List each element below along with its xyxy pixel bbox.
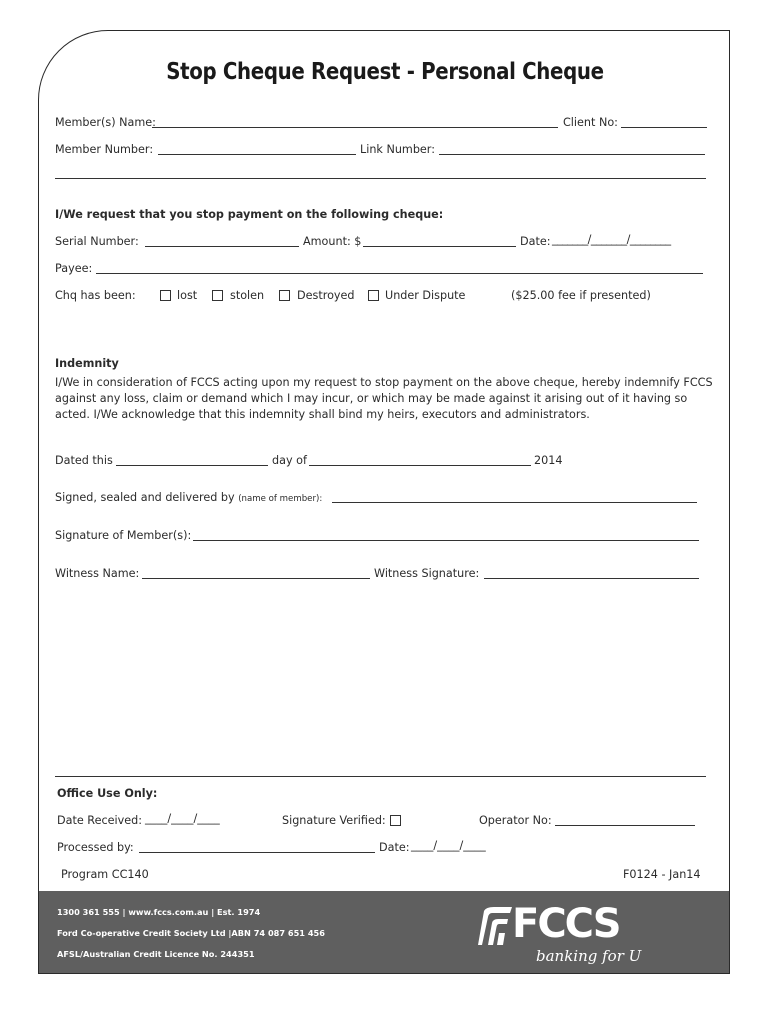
date-received-field[interactable]: ____/____/____ — [145, 812, 220, 825]
destroyed-label: Destroyed — [297, 289, 355, 302]
operator-no-label: Operator No: — [479, 814, 552, 827]
members-name-field[interactable] — [152, 127, 558, 128]
members-name-label: Member(s) Name: — [55, 116, 156, 129]
footer-contact: 1300 361 555 | www.fccs.com.au | Est. 1974 — [57, 907, 261, 917]
processed-date-label: Date: — [379, 841, 410, 854]
client-no-field[interactable] — [621, 127, 707, 128]
fee-note: ($25.00 fee if presented) — [511, 289, 651, 302]
amount-field[interactable] — [363, 246, 516, 247]
payee-field[interactable] — [96, 273, 703, 274]
processed-date-field[interactable]: ____/____/____ — [411, 839, 486, 852]
day-of-label: day of — [272, 454, 307, 467]
processed-by-field[interactable] — [139, 852, 375, 853]
indemnity-line: I/We in consideration of FCCS acting upon my request to stop payment on the above cheque, hereby indemnify FCCS — [55, 376, 713, 389]
date-label: Date: — [520, 235, 551, 248]
fccs-swoosh-icon — [474, 905, 514, 947]
cheque-date-field[interactable]: _______/_______/________ — [552, 233, 671, 246]
indemnity-heading: Indemnity — [55, 357, 119, 370]
member-number-field[interactable] — [158, 154, 356, 155]
under-dispute-label: Under Dispute — [385, 289, 466, 302]
fccs-logo — [474, 899, 644, 969]
signed-name-field[interactable] — [332, 502, 697, 503]
date-received-label: Date Received: — [57, 814, 142, 827]
lost-label: lost — [177, 289, 198, 302]
processed-by-label: Processed by: — [57, 841, 134, 854]
dated-day-field[interactable] — [116, 465, 268, 466]
operator-no-field[interactable] — [555, 825, 695, 826]
destroyed-checkbox[interactable] — [279, 290, 290, 301]
amount-label: Amount: $ — [303, 235, 362, 248]
witness-name-label: Witness Name: — [55, 567, 140, 580]
form-frame — [38, 30, 730, 974]
dated-month-field[interactable] — [309, 465, 531, 466]
link-number-field[interactable] — [439, 154, 705, 155]
serial-field[interactable] — [145, 246, 299, 247]
signed-label: Signed, sealed and delivered by (name of member): — [55, 491, 323, 504]
stolen-label: stolen — [230, 289, 265, 302]
request-heading: I/We request that you stop payment on the following cheque: — [55, 208, 444, 221]
witness-signature-label: Witness Signature: — [374, 567, 480, 580]
signature-verified-checkbox[interactable] — [390, 815, 401, 826]
chq-label: Chq has been: — [55, 289, 136, 302]
logo-wordmark: FCCS — [512, 901, 620, 947]
witness-signature-field[interactable] — [484, 578, 699, 579]
form-code: F0124 - Jan14 — [623, 868, 701, 881]
payee-label: Payee: — [55, 262, 93, 275]
stolen-checkbox[interactable] — [212, 290, 223, 301]
footer-company: Ford Co-operative Credit Society Ltd |ABN 74 087 651 456 — [57, 928, 325, 938]
indemnity-text — [55, 375, 715, 423]
year-label: 2014 — [534, 454, 563, 467]
signature-label: Signature of Member(s): — [55, 529, 192, 542]
signature-verified-label: Signature Verified: — [282, 814, 386, 827]
footer-bar — [39, 891, 730, 974]
office-heading: Office Use Only: — [57, 787, 158, 800]
client-no-label: Client No: — [563, 116, 618, 129]
witness-name-field[interactable] — [142, 578, 370, 579]
under-dispute-checkbox[interactable] — [368, 290, 379, 301]
section-divider — [55, 178, 706, 179]
link-number-label: Link Number: — [360, 143, 435, 156]
logo-tagline: banking for U — [536, 947, 642, 965]
dated-this-label: Dated this — [55, 454, 113, 467]
lost-checkbox[interactable] — [160, 290, 171, 301]
program-code: Program CC140 — [61, 868, 149, 881]
signed-sub-label: (name of member): — [238, 494, 323, 504]
page-title: Stop Cheque Request - Personal Cheque — [166, 59, 604, 85]
signature-field[interactable] — [193, 540, 699, 541]
indemnity-line: acted. I/We acknowledge that this indemnity shall bind my heirs, executors and administrators. — [55, 408, 590, 421]
serial-label: Serial Number: — [55, 235, 139, 248]
indemnity-line: against any loss, claim or demand which I may incur, or which may be made against it arising out of it having so — [55, 392, 688, 405]
member-number-label: Member Number: — [55, 143, 154, 156]
office-divider — [55, 776, 706, 777]
footer-licence: AFSL/Australian Credit Licence No. 244351 — [57, 949, 255, 959]
